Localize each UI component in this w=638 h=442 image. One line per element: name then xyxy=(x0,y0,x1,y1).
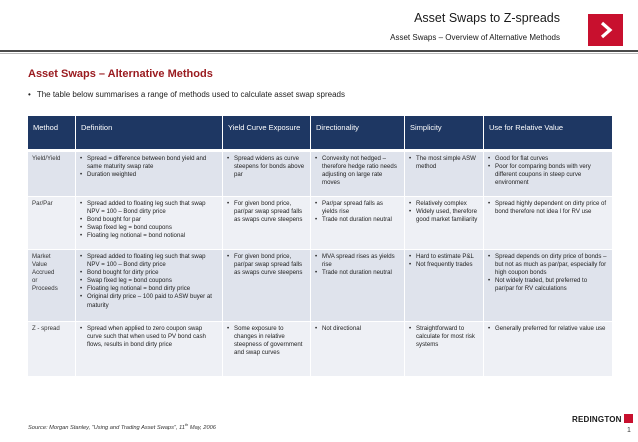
list-item: • Trade not duration neutral xyxy=(315,269,400,277)
bullet-list xyxy=(227,200,306,224)
list-item: • Straightforward to calculate for most risk systems xyxy=(409,325,479,349)
list-item: • Floating leg notional = bond dirty price xyxy=(80,285,218,293)
bullet-list xyxy=(80,155,218,179)
yield-curve-cell xyxy=(222,321,310,376)
list-item: • Widely used, therefore good market familiarity xyxy=(409,208,479,224)
list-item: • Swap fixed leg = bond coupons xyxy=(80,224,218,232)
simplicity-cell xyxy=(404,321,483,376)
bullet-list xyxy=(227,325,306,357)
column-header: Definition xyxy=(75,116,222,149)
method-cell: Par/Par xyxy=(28,196,75,249)
list-item: • Not widely traded, but preferred to par/par for RV calculations xyxy=(488,277,608,293)
yield-curve-cell xyxy=(222,196,310,249)
list-item: • Spread added to floating leg such that swap NPV = 100 – Bond dirty price xyxy=(80,200,218,216)
list-item: • Some exposure to changes in relative steepness of government and swap curves xyxy=(227,325,306,357)
list-item: • Generally preferred for relative value use xyxy=(488,325,608,333)
list-item: • Spread when applied to zero coupon swap curve such that when used to PV bond cash flows, results in bond dirty price xyxy=(80,325,218,349)
bullet-list xyxy=(409,253,479,269)
source-superscript: th xyxy=(184,422,189,427)
bullet-list xyxy=(315,253,400,277)
bullet-list xyxy=(409,155,479,171)
bullet-list xyxy=(227,155,306,179)
bullet-list xyxy=(80,200,218,240)
table-row xyxy=(28,149,612,196)
table-row xyxy=(28,249,612,321)
definition-cell xyxy=(75,196,222,249)
list-item: • Convexity not hedged – therefore hedge ratio needs adjusting on large rate moves xyxy=(315,155,400,187)
bullet-list xyxy=(409,200,479,224)
definition-cell xyxy=(75,149,222,196)
section-title: Asset Swaps – Alternative Methods xyxy=(28,68,213,80)
list-item: • Spread widens as curve steepens for bonds above par xyxy=(227,155,306,179)
source-date: May, 2006 xyxy=(188,424,216,431)
list-item: • Poor for comparing bonds with very different coupons in steep curve environment xyxy=(488,163,608,187)
directionality-cell xyxy=(310,321,404,376)
method-cell: Z - spread xyxy=(28,321,75,376)
list-item: • Hard to estimate P&L xyxy=(409,253,479,261)
bullet-list xyxy=(488,253,608,293)
methods-table xyxy=(28,116,612,376)
simplicity-cell xyxy=(404,149,483,196)
bullet-list xyxy=(315,200,400,224)
source-text: Source: Morgan Stanley, “Using and Trading Asset Swaps”, 11 xyxy=(28,424,185,431)
list-item: • Spread added to floating leg such that swap NPV = 100 – Bond dirty price xyxy=(80,253,218,269)
relative-value-cell xyxy=(483,249,612,321)
header-rule-thin xyxy=(0,53,638,54)
footer-logo xyxy=(572,414,633,424)
list-item: • MVA spread rises as yields rise xyxy=(315,253,400,269)
directionality-cell xyxy=(310,149,404,196)
list-item: • Spread highly dependent on dirty price of bond therefore not idea l for RV use xyxy=(488,200,608,216)
bullet-icon: • xyxy=(28,90,31,99)
intro-text: The table below summarises a range of methods used to calculate asset swap spreads xyxy=(36,90,345,99)
method-cell: Market Value Accrued or Proceeds xyxy=(28,249,75,321)
yield-curve-cell xyxy=(222,149,310,196)
bullet-list xyxy=(488,325,608,333)
footer-logo-text: REDINGTON xyxy=(572,415,622,424)
column-header: Method xyxy=(28,116,75,149)
list-item: • Good for flat curves xyxy=(488,155,608,163)
bullet-list xyxy=(409,325,479,349)
list-item: • Trade not duration neutral xyxy=(315,216,400,224)
list-item: • Not directional xyxy=(315,325,400,333)
simplicity-cell xyxy=(404,249,483,321)
header-subtitle: Asset Swaps – Overview of Alternative Methods xyxy=(390,33,560,42)
list-item: • Floating leg notional = bond notional xyxy=(80,232,218,240)
column-header: Directionality xyxy=(310,116,404,149)
list-item: • Swap fixed leg = bond coupons xyxy=(80,277,218,285)
source-note xyxy=(28,422,216,431)
bullet-list xyxy=(488,155,608,187)
list-item: • For given bond price, par/par swap spread falls as swaps curve steepens xyxy=(227,253,306,277)
bullet-list xyxy=(80,325,218,349)
list-item: • The most simple ASW method xyxy=(409,155,479,171)
definition-cell xyxy=(75,321,222,376)
relative-value-cell xyxy=(483,321,612,376)
table-header-row xyxy=(28,116,612,149)
definition-cell xyxy=(75,249,222,321)
bullet-list xyxy=(315,155,400,187)
yield-curve-cell xyxy=(222,249,310,321)
column-header: Yield Curve Exposure xyxy=(222,116,310,149)
bullet-list xyxy=(488,200,608,216)
header-rule xyxy=(0,50,638,52)
list-item: • Not frequently trades xyxy=(409,261,479,269)
page-number: 1 xyxy=(627,427,631,434)
bullet-list xyxy=(80,253,218,310)
list-item: • Original dirty price – 100 paid to ASW buyer at maturity xyxy=(80,293,218,309)
column-header: Simplicity xyxy=(404,116,483,149)
relative-value-cell xyxy=(483,149,612,196)
table-row xyxy=(28,196,612,249)
bullet-list xyxy=(315,325,400,333)
list-item: • Par/par spread falls as yields rise xyxy=(315,200,400,216)
directionality-cell xyxy=(310,249,404,321)
header-title: Asset Swaps to Z-spreads xyxy=(414,11,560,25)
list-item: • For given bond price, par/par swap spread falls as swaps curve steepens xyxy=(227,200,306,224)
list-item: • Bond bought for dirty price xyxy=(80,269,218,277)
list-item: • Spread = difference between bond yield and same maturity swap rate xyxy=(80,155,218,171)
relative-value-cell xyxy=(483,196,612,249)
list-item: • Duration weighted xyxy=(80,171,218,179)
list-item: • Relatively complex xyxy=(409,200,479,208)
footer-logo-icon xyxy=(624,414,633,423)
red-chevron-logo-icon xyxy=(588,14,623,46)
bullet-list xyxy=(227,253,306,277)
simplicity-cell xyxy=(404,196,483,249)
column-header: Use for Relative Value xyxy=(483,116,612,149)
directionality-cell xyxy=(310,196,404,249)
table-row xyxy=(28,321,612,376)
list-item: • Spread depends on dirty price of bonds – but not as much as par/par, especially for high coupon bonds xyxy=(488,253,608,277)
list-item: • Bond bought for par xyxy=(80,216,218,224)
intro-bullet xyxy=(28,90,345,99)
method-cell: Yield/Yield xyxy=(28,149,75,196)
